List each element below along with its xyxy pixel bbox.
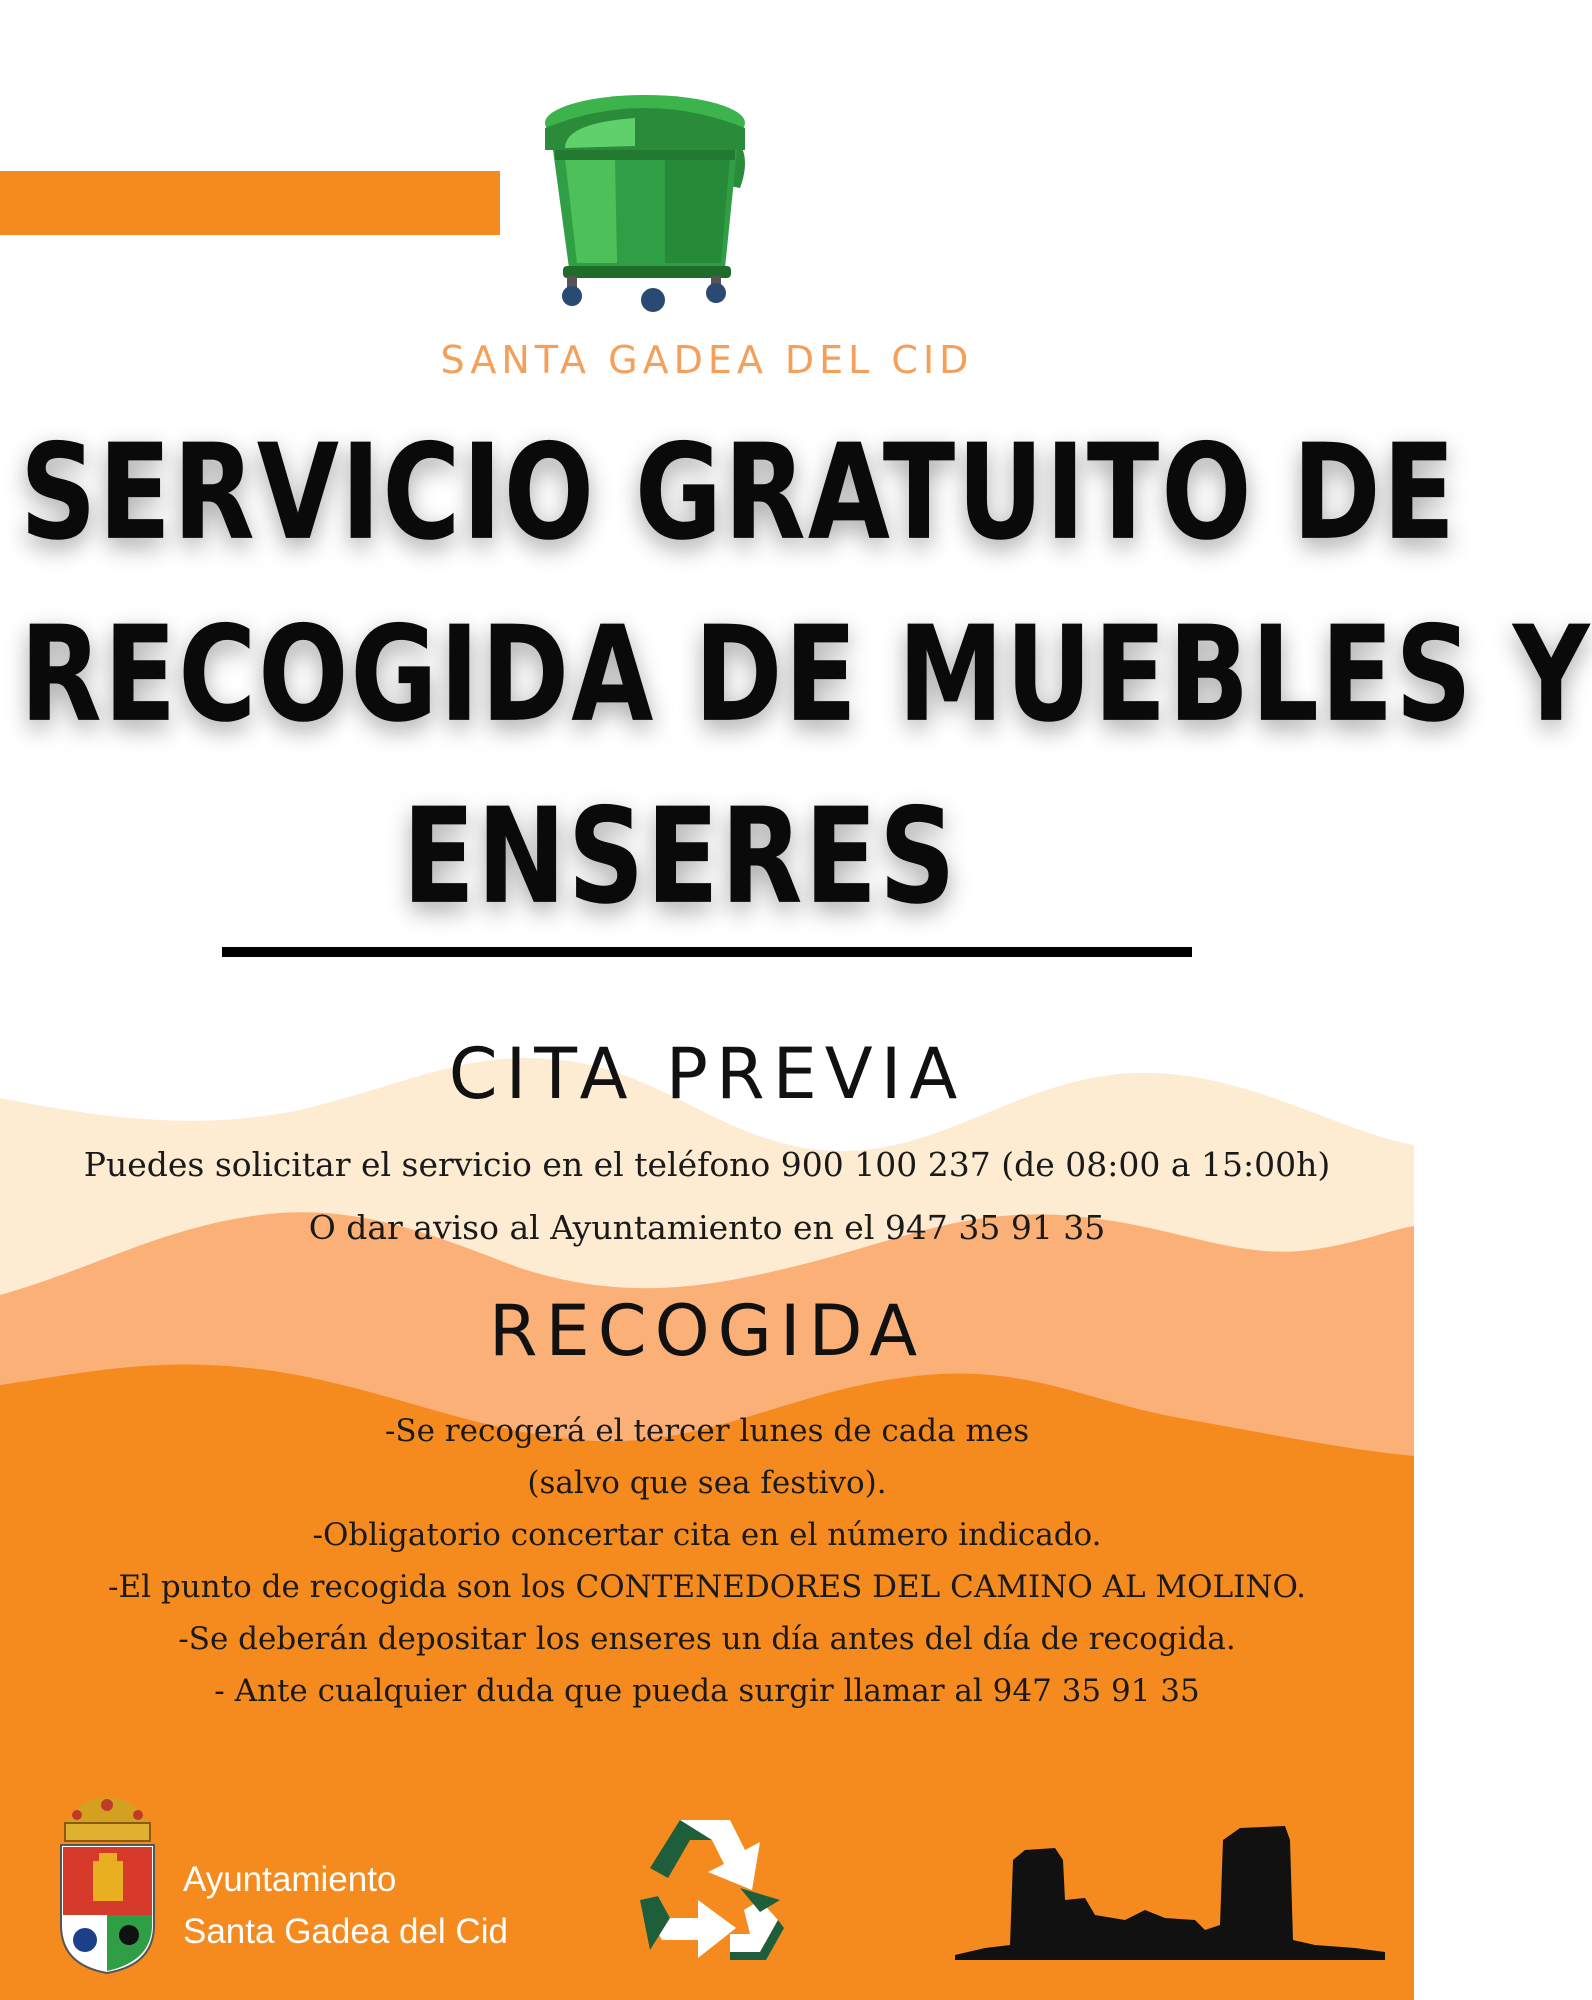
recogida-line-3: -Obligatorio concertar cita en el número indicado. [312,1517,1102,1553]
cita-line-1: Puedes solicitar el servicio en el teléfono 900 100 237 (de 08:00 a 15:00h) [83,1145,1331,1184]
title-divider [222,947,1192,957]
town-name-header: SANTA GADEA DEL CID [440,338,974,382]
recogida-line-2: (salvo que sea festivo). [527,1465,887,1501]
crest-icon [55,1785,160,1975]
title-line-3: ENSERES [402,778,958,934]
garbage-bin-icon [525,88,765,318]
recogida-line-5: -Se deberán depositar los enseres un día antes del día de recogida. [178,1621,1236,1657]
footer-town-name: Santa Gadea del Cid [183,1912,508,1951]
recogida-heading: RECOGIDA [488,1290,926,1372]
cita-line-2: O dar aviso al Ayuntamiento en el 947 35 91 35 [308,1208,1106,1247]
recogida-line-4: -El punto de recogida son los CONTENEDORES DEL CAMINO AL MOLINO. [108,1569,1306,1605]
orange-accent-bar [0,171,500,235]
cita-previa-heading: CITA PREVIA [448,1033,966,1115]
recogida-line-1: -Se recogerá el tercer lunes de cada mes [384,1413,1030,1449]
castle-silhouette-icon [955,1820,1385,1960]
recogida-line-6: - Ante cualquier duda que pueda surgir llamar al 947 35 91 35 [214,1673,1200,1709]
recycle-icon [620,1800,790,1970]
title-line-1: SERVICIO GRATUITO DE [20,414,1458,570]
footer-ayuntamiento: Ayuntamiento [183,1860,397,1899]
title-line-2: RECOGIDA DE MUEBLES Y [20,596,1592,752]
